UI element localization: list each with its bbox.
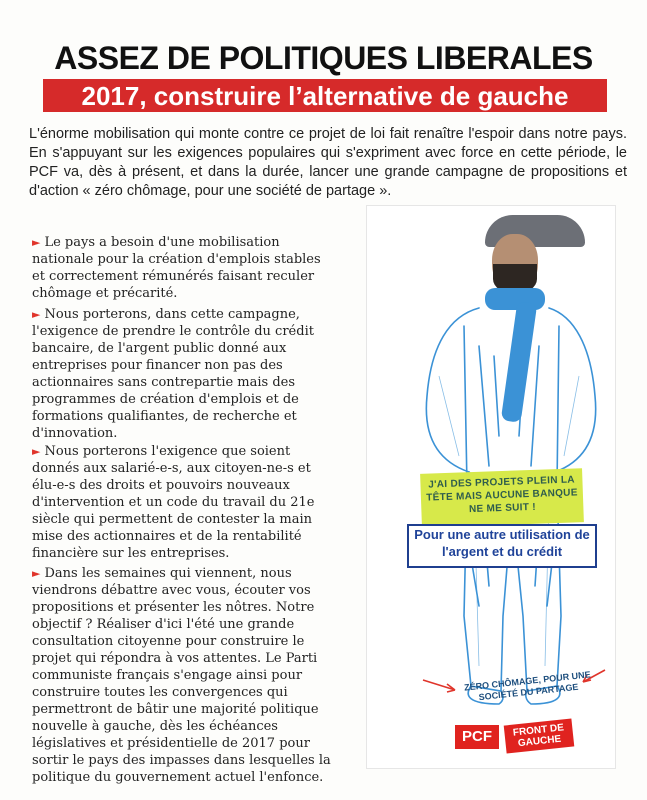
bullet-paragraph [32, 234, 332, 302]
page-title: ASSEZ DE POLITIQUES LIBERALES [54, 40, 593, 76]
bullet-text: Nous porterons, dans cette campagne, l'exigence de prendre le contrôle du crédit bancaire, de l'argent public donné aux entreprises pour financer non pas des actionnaires sans contrepartie mais des programmes de création d'emplois et de formations qualifiantes, de recherche et d'innovation. [32, 307, 314, 441]
bullet-paragraph [32, 565, 332, 786]
triangle-icon: ► [32, 236, 41, 249]
triangle-icon: ► [32, 308, 41, 321]
campaign-slogan: ZÉRO CHÔMAGE, POUR UNE SOCIÉTÉ DU PARTAGE [463, 669, 592, 703]
arrow-left-icon [421, 676, 461, 696]
bullet-text: Le pays a besoin d'une mobilisation nationale pour la création d'emplois stables et correctement rémunérés faisant reculer chômage et précarité. [32, 235, 321, 301]
banner-text: Pour une autre utilisation de l'argent et du crédit [414, 527, 590, 559]
triangle-icon: ► [32, 567, 41, 580]
page-subtitle: 2017, construire l’alternative de gauche [81, 81, 569, 111]
front-de-gauche-logo: FRONT DE GAUCHE [504, 719, 575, 754]
campaign-poster [366, 205, 616, 769]
pcf-logo: PCF [455, 725, 499, 749]
bullet-text: Nous porterons l'exigence que soient donnés aux salarié-e-s, aux citoyen-ne-s et élu-e-s des droits et pouvoirs nouveaux d'intervention et un code du travail du 21e siècle qui permettent de contester la main mise des actionnaires et de la rentabilité financière sur les entreprises. [32, 444, 315, 561]
bullet-text: Dans les semaines qui viennent, nous viendrons débattre avec vous, écouter vos propositions et présenter les nôtres. Notre objectif ? Réaliser d'ici l'été une grande consultation citoyenne pour construire le projet qui répondra à vos attentes. Le Parti communiste français s'engage ainsi pour construire toutes les convergences qui permettront de bâtir une majorité politique nouvelle à gauche, dès les échéances législatives et présidentielle de 2017 pour sortir le pays des impasses dans lesquelles la politique du gouvernement actuel l'enfonce. [32, 566, 331, 785]
triangle-icon: ► [32, 445, 41, 458]
intro-paragraph: L'énorme mobilisation qui monte contre ce projet de loi fait renaître l'espoir dans notre pays. En s'appuyant sur les exigences populaires qui s'expriment avec force en cette période, le PCF va, dès à présent, et dans la durée, lancer une grande campagne de propositions et d'action « zéro chômage, pour une société de partage ». [29, 126, 627, 199]
scarf-illustration [485, 288, 545, 310]
bullet-paragraph [32, 443, 332, 562]
speech-text: J'AI DES PROJETS PLEIN LA TÊTE MAIS AUCUNE BANQUE NE ME SUIT ! [426, 474, 578, 516]
bullet-paragraph [32, 306, 332, 442]
